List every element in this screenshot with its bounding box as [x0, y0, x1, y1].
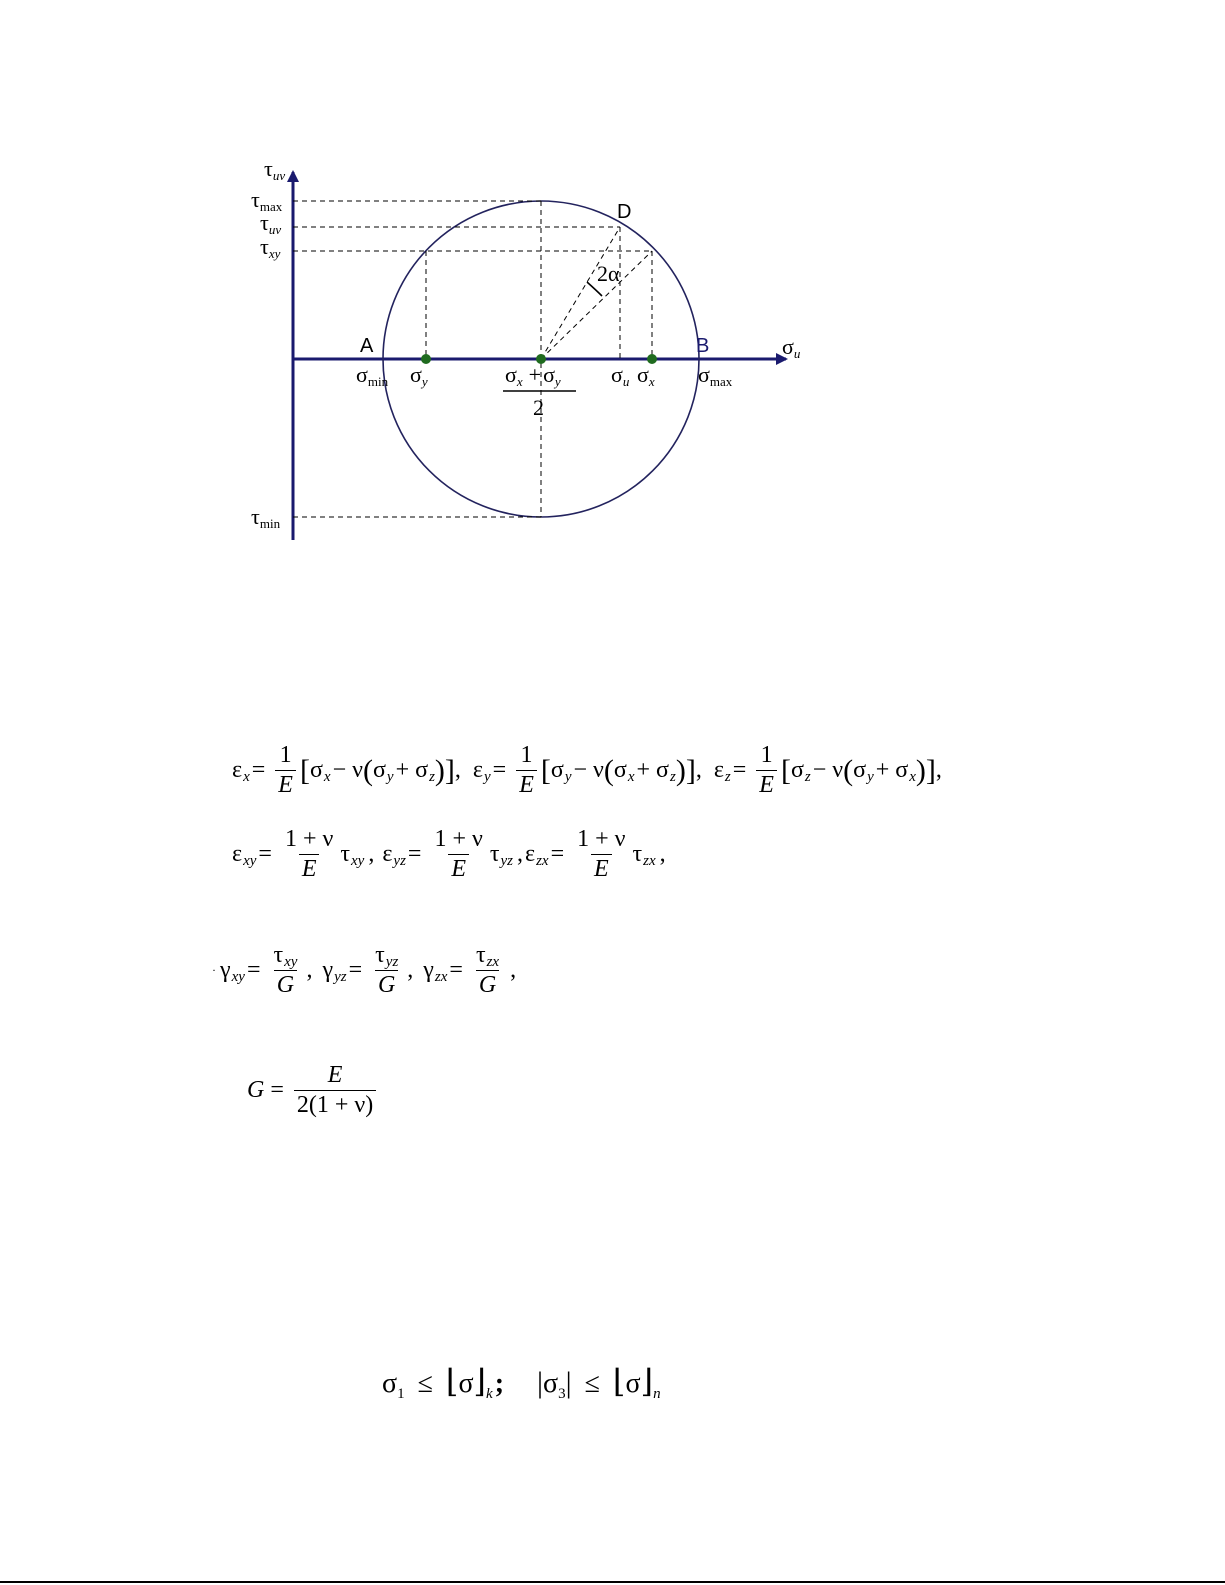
- tau-min-label: τmin: [251, 504, 281, 531]
- point-B-label: B: [696, 335, 710, 357]
- mohr-circle-diagram: [0, 0, 1225, 600]
- point-A-label: A: [360, 335, 374, 357]
- point-D-label: D: [617, 201, 632, 223]
- sigma-y-label: σy: [410, 362, 428, 389]
- sigma-x-label: σx: [637, 362, 655, 389]
- center-fraction-numerator: σx +σy: [505, 362, 561, 389]
- page-bottom-rule: [0, 1581, 1225, 1583]
- shear-modulus-equation: G = $\frac{E}{2(1 + \nu)}$: [247, 1062, 380, 1119]
- shear-strain-equations: ε xy = $\frac{1 + \nu}{E}$ τ xy , ε yz = $\frac{1 + \nu}{E}$ τ yz , ε zx = $\frac{1 + \nu}{E}$ τ zx ,: [232, 826, 666, 882]
- center-fraction-denominator: 2: [533, 395, 544, 420]
- strength-condition: $\sigma_1$ ≤ $⌊\sigma⌋_k$; $|\sigma_3|$ ≤ $⌊\sigma⌋_n$: [382, 1363, 661, 1402]
- normal-strain-equations: ε x = $\frac{1}{E}$ [ σ x − ν ( σ y + σ z )] , ε y = $\frac{1}{E}$ [ σ y − ν ( σ x + σ z )] , ε z = $\frac{1}{E}$ [ σ z − ν ( σ y + σ x )] ,: [232, 742, 942, 798]
- sigma-min-label: σmin: [356, 362, 389, 389]
- point-sigma-y: [421, 354, 431, 364]
- angle-label: 2α: [597, 261, 620, 286]
- tau-max-label: τmax: [251, 187, 283, 214]
- tau-xy-label: τxy: [260, 234, 281, 261]
- sigma-max-label: σmax: [698, 362, 733, 389]
- tau-axis-label: τuv: [264, 156, 286, 183]
- tau-uv-label: τuv: [260, 210, 282, 237]
- shear-angle-equations: · γ xy = $\frac{\text{τxy}}{G}$ , γ yz = $\frac{\text{τyz}}{G}$ , γ zx = $\frac{\text{τzx}}{G}$ ,: [212, 942, 517, 998]
- sigma-u-label: σu: [611, 362, 630, 389]
- sigma-axis-label: σu: [782, 334, 801, 361]
